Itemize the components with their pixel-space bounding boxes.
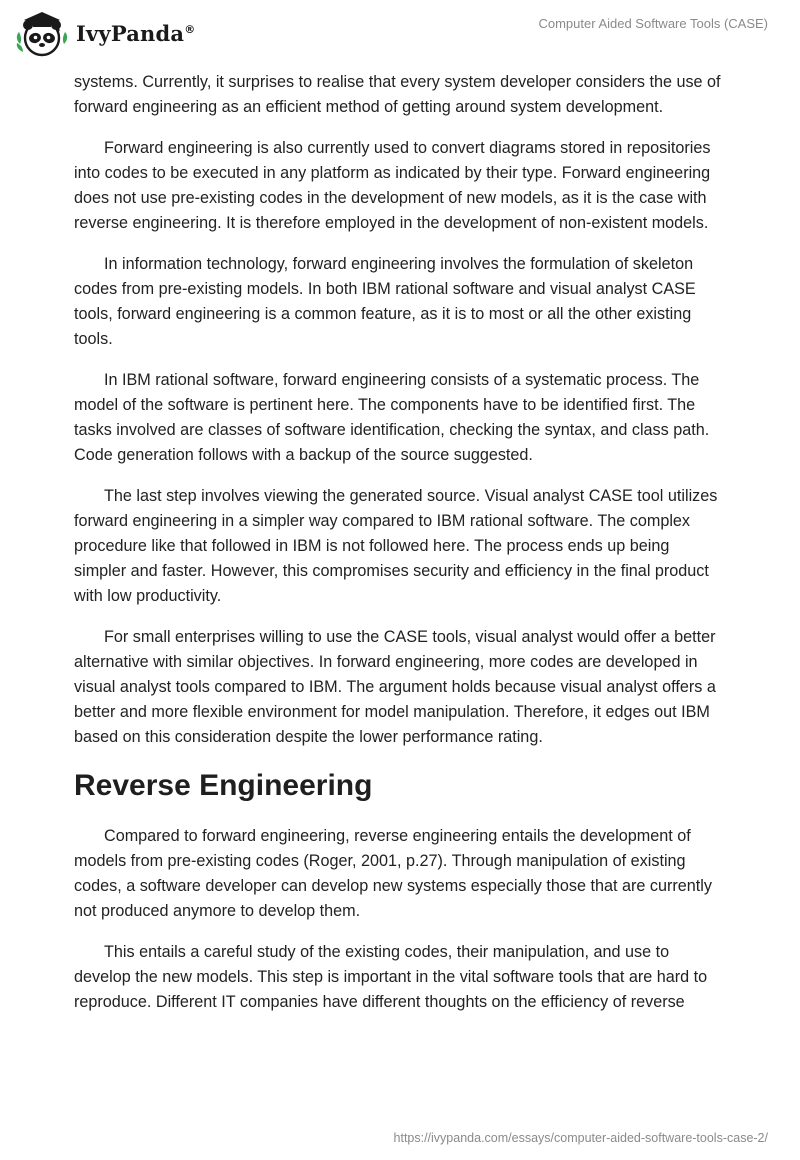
document-title: Computer Aided Software Tools (CASE) xyxy=(538,16,768,31)
paragraph: Forward engineering is also currently used to convert diagrams stored in repositories into codes to be executed in any platform as indicated by their type. Forward engineering does not use pre-existing codes in the development of new models, as it is the case with reverse engineering. It is therefore employed in the development of non-existent models. xyxy=(74,139,711,232)
section-heading: Reverse Engineering xyxy=(74,769,373,802)
paragraph: In information technology, forward engineering involves the formulation of skeleton codes from pre-existing models. In both IBM rational software and visual analyst CASE tools, forward engineering is a common feature, as it is to most or all the other existing tools. xyxy=(74,255,696,348)
registered-mark: ® xyxy=(184,22,196,36)
source-url[interactable]: https://ivypanda.com/essays/computer-aided-software-tools-case-2/ xyxy=(393,1131,768,1145)
logo-text: IvyPanda xyxy=(76,20,185,46)
paragraph: For small enterprises willing to use the CASE tools, visual analyst would offer a better alternative with similar objectives. In forward engineering, more codes are developed in visual analyst tools compared to IBM. The argument holds because visual analyst offers a better and more flexible environment for model manipulation. Therefore, it edges out IBM based on this consideration despite the lower performance rating. xyxy=(74,628,716,746)
paragraph: Compared to forward engineering, reverse engineering entails the development of models from pre-existing codes (Roger, 2001, p.27). Through manipulation of existing codes, a software developer can develop new systems especially those that are currently not produced anymore to develop them. xyxy=(74,827,712,920)
paragraph: The last step involves viewing the generated source. Visual analyst CASE tool utilizes forward engineering in a simpler way compared to IBM rational software. The complex procedure like that followed in IBM is not followed here. The process ends up being simpler and faster. However, this compromises security and efficiency in the final product with low productivity. xyxy=(74,487,718,605)
logo-wordmark xyxy=(76,21,195,46)
panda-graduate-icon xyxy=(14,8,70,58)
paragraph: In IBM rational software, forward engineering consists of a systematic process. The model of the software is pertinent here. The components have to be identified first. The tasks involved are classes of software identification, checking the syntax, and class path. Code generation follows with a backup of the source suggested. xyxy=(74,371,710,464)
ivypanda-logo[interactable] xyxy=(14,8,195,58)
essay-body xyxy=(74,70,724,1031)
paragraph: systems. Currently, it surprises to realise that every system developer considers the use of forward engineering as an efficient method of getting around system development. xyxy=(74,73,721,116)
page-header xyxy=(0,0,800,72)
paragraph: This entails a careful study of the existing codes, their manipulation, and use to develop the new models. This step is important in the vital software tools that are hard to reproduce. Different IT companies have different thoughts on the efficiency of reverse xyxy=(74,943,708,1011)
